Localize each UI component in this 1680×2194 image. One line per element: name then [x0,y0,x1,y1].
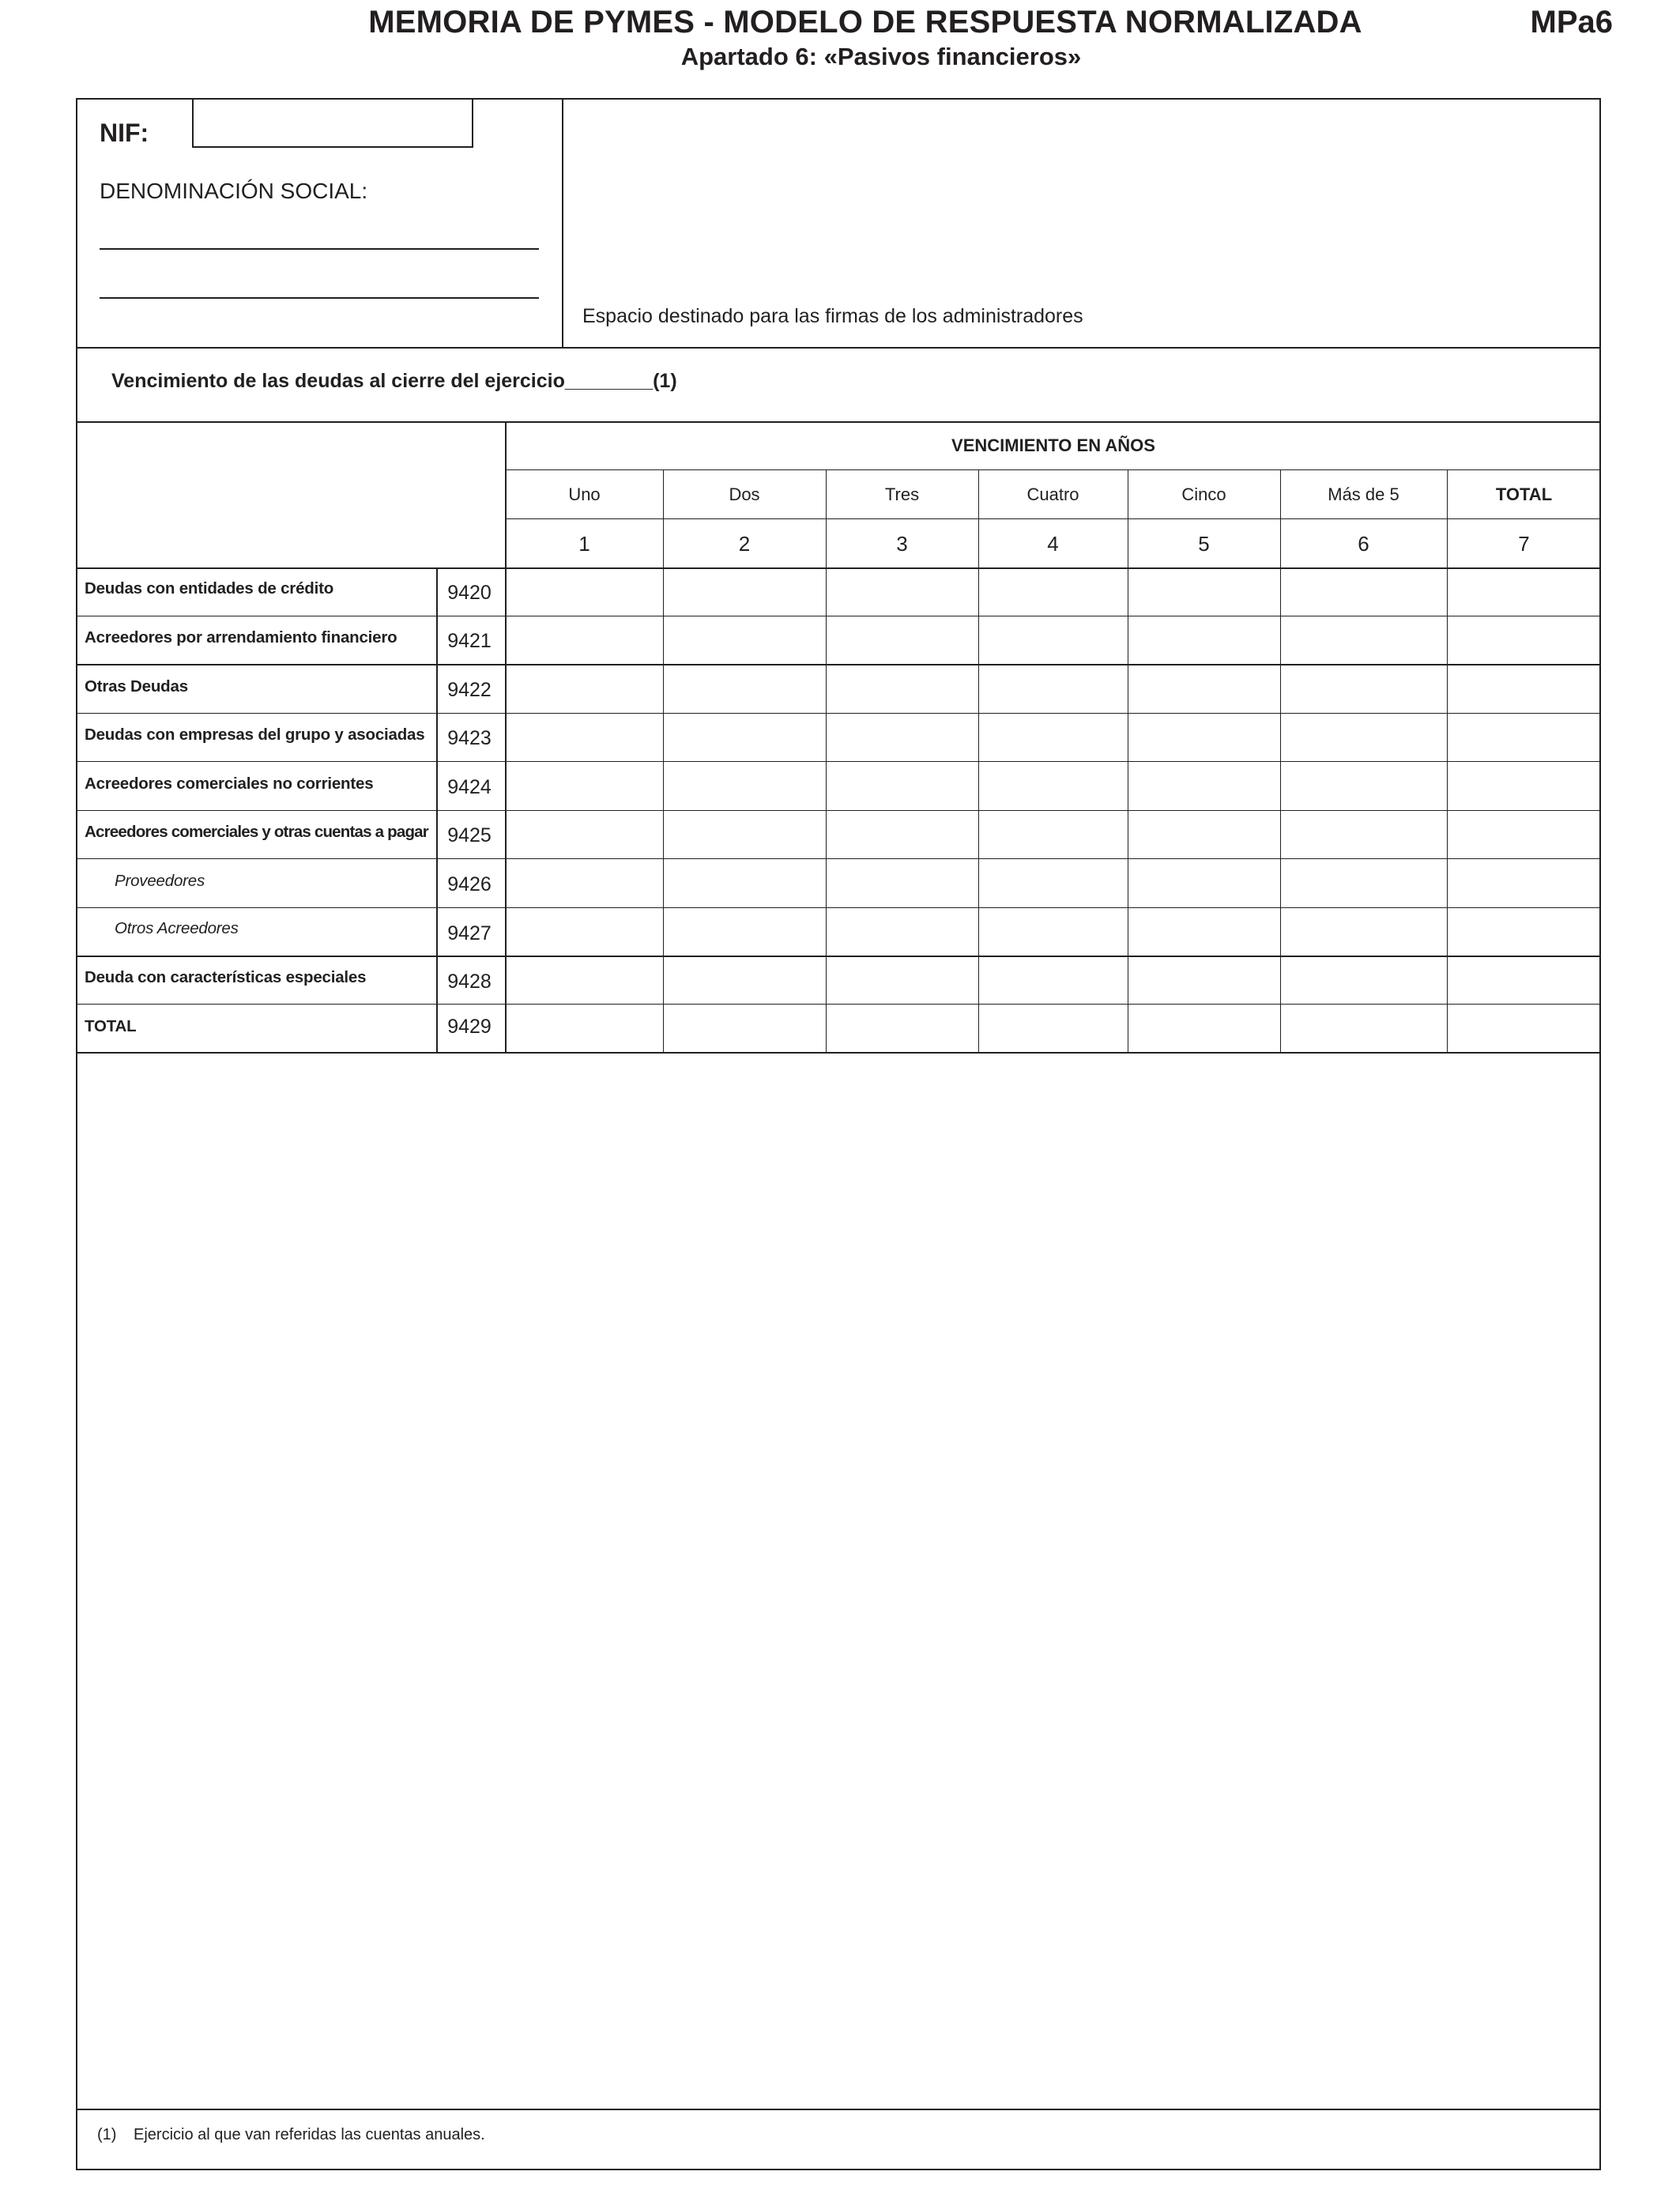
row-separator [76,956,1601,957]
table-data-divider [505,421,507,1054]
denominacion-line-1[interactable] [100,248,539,250]
footnote-divider [76,2109,1601,2110]
section-divider [76,347,1601,349]
form-title: MEMORIA DE PYMES - MODELO DE RESPUESTA NORMALIZADA [368,5,1362,40]
row-separator [76,858,1601,859]
row-code-9427: 9427 [447,922,492,944]
col-num-7: 7 [1518,532,1530,556]
row-label-otros-acreedores: Otros Acreedores [115,919,239,937]
table-top-border [76,421,1601,423]
header-line-2 [506,518,1601,519]
nif-label: NIF: [100,119,149,147]
row-code-9429: 9429 [447,1016,492,1038]
col-num-2: 2 [738,532,751,556]
col-name-cuatro: Cuatro [1026,484,1079,504]
denominacion-line-2[interactable] [100,297,539,299]
table-bottom-border [76,1052,1601,1054]
section-title: Vencimiento de las deudas al cierre del ejercicio________(1) [111,370,677,392]
row-code-9422: 9422 [447,679,492,701]
row-label-arrendamiento-financiero: Acreedores por arrendamiento financiero [85,628,397,647]
row-code-9421: 9421 [447,630,492,652]
row-code-9425: 9425 [447,824,492,846]
row-label-caracteristicas-especiales: Deuda con características especiales [85,968,367,986]
row-code-9424: 9424 [447,776,492,798]
row-label-acreedores-comerciales-otras: Acreedores comerciales y otras cuentas a pagar [85,823,428,841]
col-num-3: 3 [896,532,908,556]
col-name-dos: Dos [729,484,760,504]
vencimiento-header: VENCIMIENTO EN AÑOS [951,435,1155,455]
col-num-1: 1 [578,532,590,556]
col-name-tres: Tres [884,484,920,504]
row-label-deudas-entidades-credito: Deudas con entidades de crédito [85,579,334,598]
row-separator [76,761,1601,762]
row-label-proveedores: Proveedores [115,872,205,890]
form-code: MPa6 [1530,5,1613,40]
row-code-9428: 9428 [447,971,492,993]
form-subtitle: Apartado 6: «Pasivos financieros» [680,43,1082,70]
header-bottom-border [76,567,1601,569]
col-num-5: 5 [1198,532,1210,556]
signature-label: Espacio destinado para las firmas de los administradores [582,305,1083,327]
col-name-cinco: Cinco [1181,484,1226,504]
row-separator [76,664,1601,665]
col-name-total: TOTAL [1495,484,1553,504]
footnote [97,2126,485,2144]
col-num-6: 6 [1358,532,1369,556]
footnote-text: Ejercicio al que van referidas las cuentas anuales. [134,2126,485,2143]
col-num-4: 4 [1047,532,1059,556]
row-code-9420: 9420 [447,582,492,604]
row-code-9426: 9426 [447,873,492,895]
row-label-otras-deudas: Otras Deudas [85,677,188,696]
row-separator [76,1004,1601,1005]
row-label-empresas-grupo: Deudas con empresas del grupo y asociadas [85,726,425,744]
row-separator [76,713,1601,714]
row-separator [76,810,1601,811]
nif-input[interactable] [192,99,473,148]
row-label-total: TOTAL [85,1017,137,1035]
header-line-1 [506,469,1601,470]
row-code-9423: 9423 [447,727,492,749]
form-frame [76,98,1601,2170]
footnote-number: (1) [97,2126,117,2143]
row-label-acreedores-no-corrientes: Acreedores comerciales no corrientes [85,775,374,793]
row-separator [76,907,1601,908]
col-name-mas-de-5: Más de 5 [1328,484,1399,504]
denominacion-label: DENOMINACIÓN SOCIAL: [100,179,368,203]
col-name-uno: Uno [568,484,601,504]
